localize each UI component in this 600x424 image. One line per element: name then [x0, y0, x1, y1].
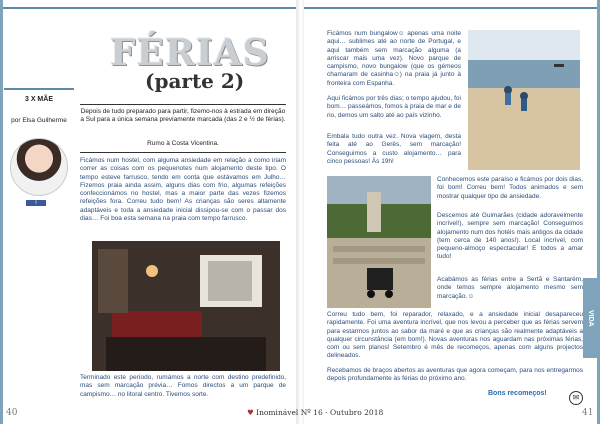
right-paragraph-4: Conhecemos este paraíso e ficámos por dois dias, foi bom! Correu bem! Todos animados e sem mostrar qualquer tipo de ansiedade.: [437, 176, 583, 200]
right-paragraph-7: Correu tudo bem, foi reparador, relaxado, e a ansiedade inicial desapareceu rapidamente. Foi uma aventura incrível, que nos levou a perceber que as férias servem para estarmos juntos ao sabor da maré e que as crianças são realmente adaptáveis a qualquer circunstância (em bom!). Novas aventuras nos aguardam nas próximas férias, com ou sem planos! Setembro é mês de recomeços, apenas com alguns projectos delineados.: [327, 311, 583, 360]
mail-icon[interactable]: ✉: [569, 391, 583, 405]
hostel-room-illustration: [92, 241, 280, 371]
right-paragraph-8: Recebamos de braços abertos as aventuras que agora começam, para nos entregarmos depois profundamente às férias do próximo ano.: [327, 367, 583, 383]
right-paragraph-2: Aqui ficámos por três dias; o tempo ajudou, foi bom… passeámos, fomos à praia de mar e de rio, demos um salto até ao país vizinho.: [327, 95, 461, 119]
magazine-footer: [247, 408, 383, 417]
signoff-text: Bons recomeços!: [488, 390, 547, 397]
left-paragraph-2: Terminado este período, rumámos a norte com destino predefinido, mas sem marcação prévia… Fomos directos a um parque de campismo… no litoral centro. Tivemos sorte.: [80, 374, 286, 398]
beach-photo: [468, 30, 580, 170]
hostel-room-photo: [92, 241, 280, 371]
top-rule-right: [304, 7, 597, 9]
top-rule-left: [3, 7, 296, 9]
facebook-icon[interactable]: f: [26, 200, 46, 206]
section-tab-label: VIDA: [587, 309, 594, 327]
intro-top-rule: [80, 104, 286, 105]
right-page-number: 41: [582, 408, 594, 418]
left-paragraph-1: Ficámos num hostel, com alguma ansiedade em relação a como iriam correr as coisas com os pequenotes num alojamento deste tipo. O tempo esteve farrusco, tendo em conta que estávamos em Julho… Fizemos praia ainda assim, alguns dias com frio, algumas refeições confeccionámos no hostel, mas a maior parte das vezes fizemos refeições fora. Correu tudo bem! As crianças são seres altamente adaptáveis e toda a ansiedade inicial dissipou-se com o passar dos dias… Foi boa esta semana na praia com tempo farrusco.: [80, 157, 286, 223]
intro-bottom-rule: [80, 152, 286, 153]
park-stroller-photo: [327, 176, 431, 308]
intro-text: Depois de tudo preparado para partir, fizemo-nos à estrada em direção a Sul para a única semana previamente marcada (das 2 e ½ de férias).: [80, 108, 286, 124]
park-illustration: [327, 176, 431, 308]
author-byline: por Elsa Guilherme: [11, 117, 67, 124]
right-paragraph-5: Descemos até Guimarães (cidade adoravelmente incrível!), sempre sem marcação! Conseguimos alojamento num dos hotéis mais antigos da cidade (tem cerca de 140 anos!). Local incrível, com pequeno-almoço espectacular! E todos a amar tudo!: [437, 212, 583, 261]
right-paragraph-3: Embala tudo outra vez. Nova viagem, desta feita até ao Gerês, sem marcação! Conseguimos a custo alojamento… para cinco pessoas! Às 19h!: [327, 133, 461, 165]
left-edge-band: [0, 0, 3, 424]
article-subtitle: (parte 2): [145, 69, 245, 93]
intro-destination: Rumo à Costa Vicentina.: [147, 140, 219, 147]
left-page-number: 40: [6, 408, 18, 418]
issue-info: Nº 16 - Outubro 2018: [300, 408, 384, 417]
heart-logo-icon: ♥: [247, 408, 254, 417]
author-avatar: [10, 138, 68, 196]
magazine-name: Inominável: [256, 408, 299, 417]
author-column-tag: 3 X MÃE: [24, 96, 53, 103]
right-paragraph-6: Acabámos as férias entre a Sertã e Santarém, onde temos sempre alojamento mesmo sem marcação.☺: [437, 276, 583, 300]
article-title: FÉRIAS: [110, 32, 270, 74]
page-spine: [296, 0, 304, 424]
beach-illustration: [468, 30, 580, 170]
right-paragraph-1: Ficámos num bungalow☺ apenas uma noite aqui… sublimes até ao norte de Portugal, e aqui também sem marcação alguma (a arriscar mais uma vez). Novo parque de campismo, novo bungalow (que os gémeos chamaram de casinha☺) na praia já junto à fronteira com Espanha.: [327, 30, 461, 87]
